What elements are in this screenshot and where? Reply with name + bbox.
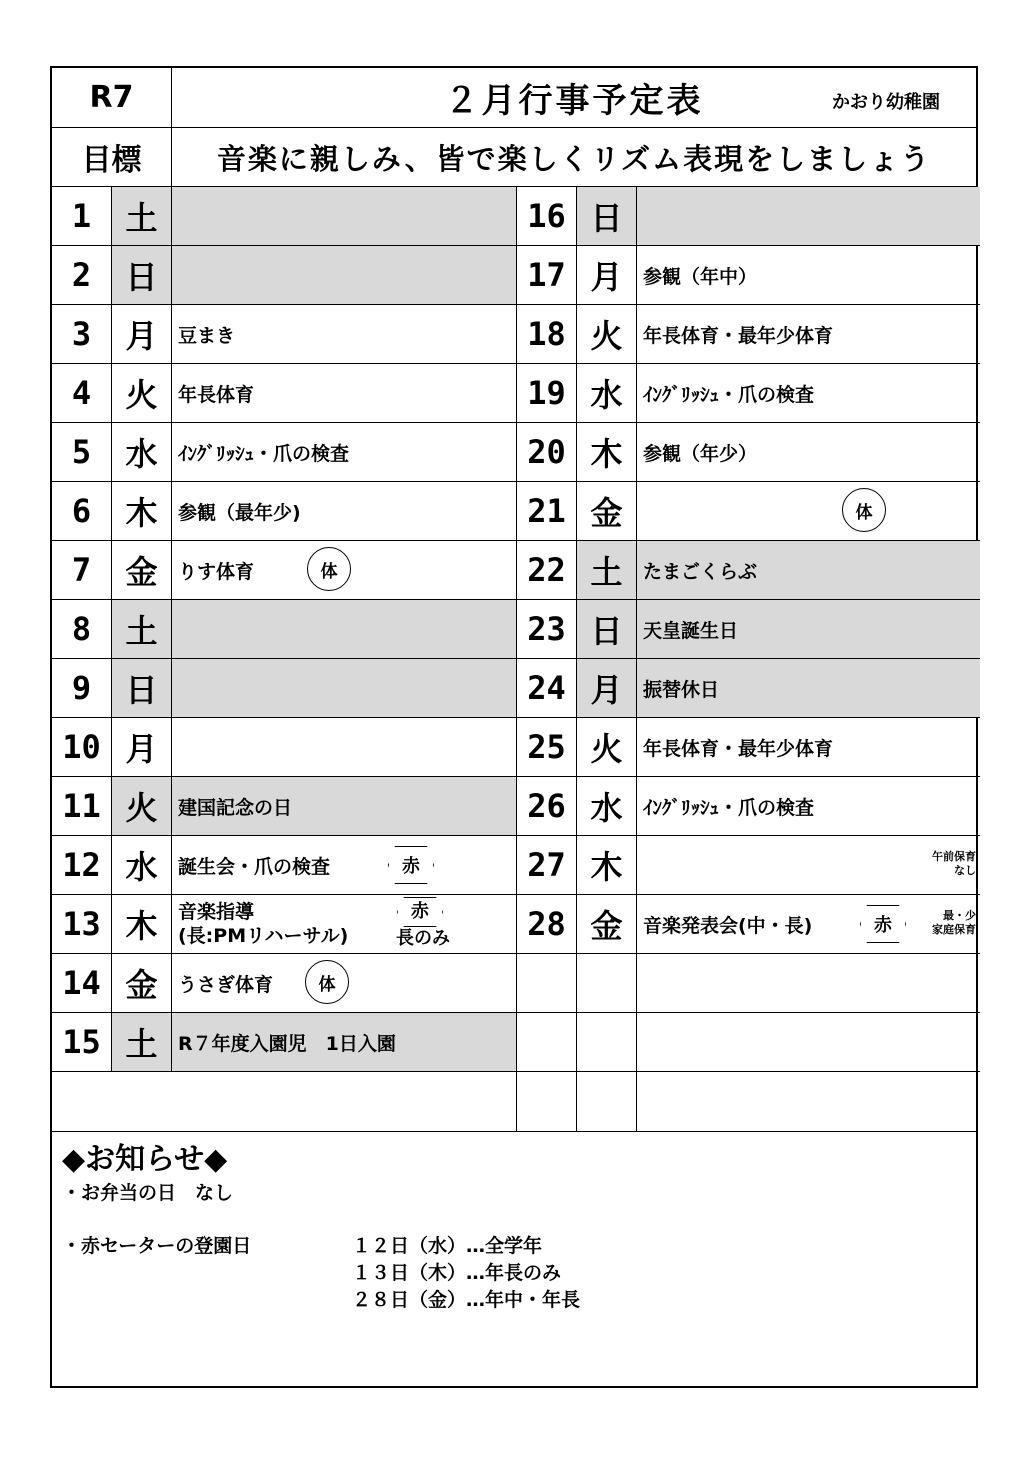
- event-cell: [637, 187, 980, 245]
- event-cell: [637, 541, 980, 599]
- event-cell: [172, 600, 517, 658]
- weekday: 月: [112, 305, 172, 363]
- event-cell: [172, 246, 517, 304]
- day-number: 21: [517, 482, 577, 540]
- day-number: 11: [52, 777, 112, 835]
- event-text: りす体育: [178, 560, 255, 583]
- event-text: 年長体育: [178, 383, 255, 406]
- day-number: 18: [517, 305, 577, 363]
- weekday: 水: [112, 423, 172, 481]
- event-cell: [172, 482, 517, 540]
- weekday: 金: [112, 954, 172, 1012]
- weekday: 木: [577, 423, 637, 481]
- event-text: R７年度入園児 1日入園: [178, 1032, 396, 1055]
- event-text: 天皇誕生日: [643, 619, 739, 642]
- day-number: 17: [517, 246, 577, 304]
- calendar-row: [517, 187, 980, 246]
- calendar-row: [52, 423, 517, 482]
- calendar-row: [517, 305, 980, 364]
- calendar-row: [517, 659, 980, 718]
- weekday: 火: [112, 364, 172, 422]
- event-text: ｲﾝｸﾞﾘｯｼｭ・爪の検査: [643, 383, 815, 406]
- weekday: [577, 1013, 637, 1071]
- goal-label: 目標: [52, 128, 172, 186]
- day-number: 2: [52, 246, 112, 304]
- day-number: 20: [517, 423, 577, 481]
- calendar-row: [52, 836, 517, 895]
- calendar-row: [52, 777, 517, 836]
- event-cell: [172, 777, 517, 835]
- event-cell: [172, 659, 517, 717]
- calendar-row: [52, 246, 517, 305]
- weekday: 金: [577, 482, 637, 540]
- event-text: 振替休日: [643, 678, 720, 701]
- event-cell: [637, 954, 980, 1012]
- title-row: [52, 68, 976, 128]
- weekday: 月: [112, 718, 172, 776]
- notice-sweater-date: ２８日（金）…年中・年長: [352, 1289, 581, 1311]
- first-half-column: [52, 187, 517, 1072]
- calendar-row: [517, 423, 980, 482]
- day-number: 9: [52, 659, 112, 717]
- event-cell: [637, 1013, 980, 1071]
- calendar-row: [52, 895, 517, 954]
- calendar-row: [52, 187, 517, 246]
- small-note: 午前保育: [932, 850, 976, 863]
- calendar-row: [52, 1013, 517, 1072]
- event-text: 豆まき: [178, 324, 236, 347]
- page-title: ２月行事予定表: [444, 81, 704, 121]
- day-number: 7: [52, 541, 112, 599]
- weekday: 水: [112, 836, 172, 894]
- pe-badge: 体: [842, 488, 886, 532]
- event-text: (長:PMリハーサル): [178, 925, 349, 947]
- weekday: 日: [112, 246, 172, 304]
- calendar-row: [517, 1013, 980, 1072]
- event-cell: [637, 246, 980, 304]
- notice-section: [52, 1132, 976, 1314]
- weekday: 日: [112, 659, 172, 717]
- event-cell: [172, 187, 517, 245]
- day-number: 19: [517, 364, 577, 422]
- event-text: ｲﾝｸﾞﾘｯｼｭ・爪の検査: [643, 796, 815, 819]
- event-cell: [637, 482, 980, 540]
- day-number: 4: [52, 364, 112, 422]
- event-cell: [172, 305, 517, 363]
- notice-sweater-label: ・赤セーターの登園日: [62, 1235, 252, 1257]
- weekday: 金: [577, 895, 637, 953]
- empty-row: [52, 1072, 976, 1132]
- event-cell: [172, 718, 517, 776]
- era-label: R7: [52, 68, 172, 127]
- small-note: なし: [954, 864, 976, 877]
- calendar-row: [52, 659, 517, 718]
- calendar-row: [517, 777, 980, 836]
- weekday: 土: [577, 541, 637, 599]
- day-number: [517, 1013, 577, 1071]
- day-number: 14: [52, 954, 112, 1012]
- weekday: 水: [577, 364, 637, 422]
- event-cell: [637, 895, 980, 953]
- event-cell: [637, 659, 980, 717]
- event-cell: [637, 423, 980, 481]
- event-text: 年長体育・最年少体育: [643, 324, 834, 347]
- weekday: 月: [577, 659, 637, 717]
- day-number: 12: [52, 836, 112, 894]
- weekday: [577, 954, 637, 1012]
- day-number: 6: [52, 482, 112, 540]
- weekday: 月: [577, 246, 637, 304]
- red-sweater-badge: 赤: [388, 846, 434, 884]
- calendar-row: [517, 364, 980, 423]
- day-number: 28: [517, 895, 577, 953]
- event-cell: [172, 836, 517, 894]
- calendar-row: [517, 895, 980, 954]
- small-note: 最・少: [943, 909, 976, 922]
- pe-badge: 体: [307, 547, 351, 591]
- event-cell: [172, 895, 517, 953]
- event-text: ｲﾝｸﾞﾘｯｼｭ・爪の検査: [178, 442, 350, 465]
- notice-sweater-date: １２日（水）…全学年: [352, 1235, 543, 1257]
- day-number: 25: [517, 718, 577, 776]
- event-cell: [637, 718, 980, 776]
- small-note: 家庭保育: [932, 923, 976, 936]
- event-cell: [637, 600, 980, 658]
- notice-title: ◆お知らせ◆: [62, 1142, 228, 1177]
- calendar-row: [52, 954, 517, 1013]
- event-text: 参観（最年少): [178, 501, 301, 524]
- day-number: 22: [517, 541, 577, 599]
- calendar-row: [517, 718, 980, 777]
- day-number: 3: [52, 305, 112, 363]
- calendar-row: [52, 482, 517, 541]
- event-cell: [172, 954, 517, 1012]
- red-sweater-badge: 赤: [397, 897, 443, 927]
- weekday: 火: [577, 305, 637, 363]
- calendar-row: [517, 954, 980, 1013]
- day-number: 26: [517, 777, 577, 835]
- calendar-row: [52, 305, 517, 364]
- weekday: 日: [577, 187, 637, 245]
- calendar-row: [52, 718, 517, 777]
- day-number: 24: [517, 659, 577, 717]
- goal-row: [52, 128, 976, 187]
- event-text: 参観（年少）: [643, 442, 758, 465]
- event-text: 参観（年中）: [643, 265, 758, 288]
- day-number: 16: [517, 187, 577, 245]
- second-half-column: [517, 187, 980, 1072]
- calendar-row: [517, 836, 980, 895]
- event-cell: [637, 305, 980, 363]
- weekday: 土: [112, 600, 172, 658]
- day-number: 15: [52, 1013, 112, 1071]
- weekday: 木: [112, 482, 172, 540]
- weekday: 木: [577, 836, 637, 894]
- weekday: 日: [577, 600, 637, 658]
- notice-sweater-date: １３日（木）…年長のみ: [352, 1262, 562, 1284]
- calendar-row: [52, 364, 517, 423]
- calendar-row: [517, 482, 980, 541]
- event-cell: [637, 777, 980, 835]
- calendar-row: [517, 246, 980, 305]
- weekday: 金: [112, 541, 172, 599]
- event-cell: [172, 541, 517, 599]
- weekday: 木: [112, 895, 172, 953]
- pe-badge: 体: [305, 960, 349, 1004]
- red-sweater-badge: 赤: [860, 905, 906, 943]
- calendar-row: [52, 541, 517, 600]
- weekday: 土: [112, 1013, 172, 1071]
- notice-lunch: ・お弁当の日 なし: [62, 1182, 234, 1204]
- event-text: 年長体育・最年少体育: [643, 737, 834, 760]
- goal-text: 音楽に親しみ、皆で楽しくリズム表現をしましょう: [216, 141, 932, 176]
- schedule-sheet: [50, 66, 978, 1388]
- day-number: 8: [52, 600, 112, 658]
- event-cell: [172, 364, 517, 422]
- calendar-row: [517, 600, 980, 659]
- day-number: 13: [52, 895, 112, 953]
- day-number: 23: [517, 600, 577, 658]
- event-cell: [637, 836, 980, 894]
- event-cell: [172, 1013, 517, 1071]
- event-text: 音楽指導: [178, 901, 255, 923]
- weekday: 水: [577, 777, 637, 835]
- day-number: [517, 954, 577, 1012]
- weekday: 火: [112, 777, 172, 835]
- school-name: かおり幼稚園: [832, 92, 940, 113]
- event-cell: [172, 423, 517, 481]
- event-text: 音楽発表会(中・長): [643, 914, 813, 937]
- day-number: 5: [52, 423, 112, 481]
- day-number: 1: [52, 187, 112, 245]
- event-text: 誕生会・爪の検査: [178, 855, 331, 878]
- calendar-row: [52, 600, 517, 659]
- event-cell: [637, 364, 980, 422]
- weekday: 土: [112, 187, 172, 245]
- calendar-row: [517, 541, 980, 600]
- day-number: 27: [517, 836, 577, 894]
- weekday: 火: [577, 718, 637, 776]
- event-text: たまごくらぶ: [643, 560, 758, 583]
- event-text: 建国記念の日: [178, 796, 293, 819]
- event-text: うさぎ体育: [178, 973, 274, 996]
- day-number: 10: [52, 718, 112, 776]
- badge-note: 長のみ: [396, 928, 450, 949]
- calendar-grid: [52, 187, 976, 1072]
